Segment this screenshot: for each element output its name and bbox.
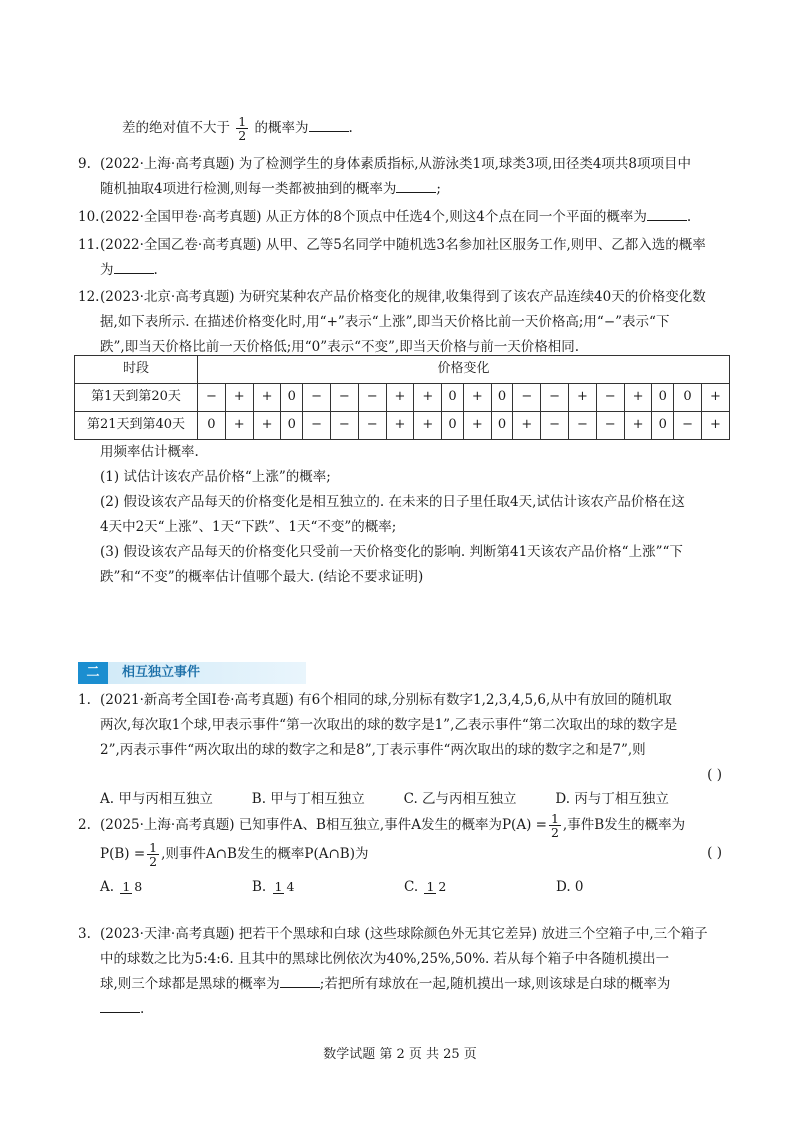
table-cell: − [358,412,386,440]
table-cell: + [463,412,491,440]
answer-blank[interactable] [100,998,140,1013]
choice-options [78,875,728,900]
table-cell: − [541,384,569,412]
table-cell: + [701,412,729,440]
table-cell: 0 [491,412,513,440]
fraction: $\frac{1}{2}$ [238,114,247,144]
answer-blank[interactable] [647,206,687,221]
table-cell: + [414,412,442,440]
table-cell: + [513,412,541,440]
section-title: 相互独立事件 [122,665,201,680]
question-number: 3. [78,926,91,942]
table-cell: − [541,412,569,440]
table-header-cell: 价格变化 [198,356,730,384]
fraction: $\frac{1}{2}$ [550,811,559,841]
table-cell: − [674,412,702,440]
table-cell: + [253,384,281,412]
choice-options [78,787,707,812]
option-a[interactable]: A. 甲与丙相互独立 [100,790,213,807]
fraction: $\frac{1}{2}$ [149,840,158,870]
table-cell: − [569,412,597,440]
table-cell: 0 [652,384,674,412]
question-number: 11. [78,237,100,253]
question-12-parts: 用频率估计概率. (1) 试估计该农产品价格“上涨”的概率; (2) 假设该农产品每天的价格变化是相互独立的. 在未来的日子里任取4天,试估计该农产品价格在这 4天中2天“上涨”、1天“下跌”、1天“不变”的概率; (3) 假设该农产品每天的价格变化只受前一天价格变化的影响. 判断第41天该农产品价格“上涨”“下 跌”和“不变”的概率估计值哪个最大. (结论不要求证明) [100,444,685,585]
question-number: 2. [78,817,91,834]
section-number-badge: 二 [78,662,108,684]
table-cell: + [624,384,652,412]
table-cell: − [330,384,358,412]
table-row [75,384,730,412]
question-number: 9. [78,156,91,172]
answer-blank[interactable] [309,117,349,132]
table-cell: 0 [442,384,464,412]
question-number: 10. [78,209,100,225]
price-change-table [74,355,730,440]
table-cell: 0 [674,384,702,412]
answer-paren[interactable]: ( ) [707,766,722,783]
section2-question-1: 1. (2021·新高考全国Ⅰ卷·高考真题) 有6个相同的球,分别标有数字1,2,3,4,5,6,从中有放回的随机取 两次,每次取1个球,甲表示事件“第一次取出的球的数字是1”,乙表示事件“第二次取出的球的数字是 2”,丙表示事件“两次取出的球的数字之和是8”,丁表示事件“两次取出的球的数字之和是7”,则 ( ) A. 甲与丙相互独立 B. 甲与丁相互独立 C. 乙与丙相互独立 D. 丙与丁相互独立 [78,688,728,812]
table-cell: 0 [442,412,464,440]
section2-question-2: 2. (2025·上海·高考真题) 已知事件A、B相互独立,事件A发生的概率为P(A) = $\frac{1}{2}$ ,事件B发生的概率为 P(B) = $\frac{1}{2}$ ,则事件A∩B发生的概率P(A∩B)为 ( ) A. 1 8 B. 1 4 C. 1 2 D. 0 [78,812,728,899]
answer-blank[interactable] [396,178,436,193]
table-cell: + [569,384,597,412]
table-row-label: 第21天到第40天 [75,412,198,440]
option-a[interactable]: A. 1 8 [100,878,143,895]
table-cell: − [303,384,331,412]
table-header-row [75,356,730,384]
table-cell: − [596,412,624,440]
option-c[interactable]: C. 1 2 [404,878,447,895]
question-12: 12.(2023·北京·高考真题) 为研究某种农产品价格变化的规律,收集得到了该农产品连续40天的价格变化数 据,如下表所示. 在描述价格变化时,用“+”表示“上涨”,即当天价格比前一天价格高;用“−”表示“下 跌”,即当天价格比前一天价格低;用“0”表示“不变”,即当天价格与前一天价格相同. [78,285,728,360]
table-cell: + [225,412,253,440]
table-cell: 0 [281,412,303,440]
table-row [75,412,730,440]
table-cell: 0 [198,412,226,440]
question-number: 1. [78,692,91,708]
section2-question-3: 3. (2023·天津·高考真题) 把若干个黑球和白球 (这些球除颜色外无其它差异) 放进三个空箱子中,三个箱子 中的球数之比为5:4:6. 且其中的黑球比例依次为40%,25%,50%. 若从每个箱子中各随机摸出一 球,则三个球都是黑球的概率为 ;若把所有球放在一起,随机摸出一球,则该球是白球的概率为 . [78,922,728,1022]
table-cell: − [330,412,358,440]
question-8-tail: 差的绝对值不大于 $\frac{1}{2}$ 的概率为 . [122,114,353,144]
answer-blank[interactable] [114,259,154,274]
option-d[interactable]: D. 丙与丁相互独立 [555,790,669,807]
table-cell: + [253,412,281,440]
table-cell: 0 [491,384,513,412]
question-10: 10.(2022·全国甲卷·高考真题) 从正方体的8个顶点中任选4个,则这4个点在同一个平面的概率为 . [78,205,728,230]
option-d[interactable]: D. 0 [556,878,584,895]
question-number: 12. [78,289,100,305]
option-c[interactable]: C. 乙与丙相互独立 [403,790,517,807]
table-cell: − [513,384,541,412]
table-cell: + [701,384,729,412]
question-9: 9. (2022·上海·高考真题) 为了检测学生的身体素质指标,从游泳类1项,球类3项,田径类4项共8项项目中 随机抽取4项进行检测,则每一类都被抽到的概率为 ; [78,152,728,202]
answer-blank[interactable] [280,973,320,988]
table-cell: + [386,412,414,440]
table-cell: + [414,384,442,412]
question-11: 11.(2022·全国乙卷·高考真题) 从甲、乙等5名同学中随机选3名参加社区服务工作,则甲、乙都入选的概率 为 . [78,233,728,283]
option-b[interactable]: B. 1 4 [252,878,295,895]
page-footer: 数学试题 第 2 页 共 25 页 [323,1047,477,1062]
table-cell: 0 [281,384,303,412]
table-cell: + [624,412,652,440]
table-cell: + [463,384,491,412]
table-cell: + [225,384,253,412]
answer-paren[interactable]: ( ) [707,845,722,862]
table-cell: − [358,384,386,412]
table-cell: − [198,384,226,412]
option-b[interactable]: B. 甲与丁相互独立 [251,790,365,807]
table-cell: − [596,384,624,412]
table-cell: + [386,384,414,412]
table-cell: − [303,412,331,440]
table-cell: 0 [652,412,674,440]
table-row-label: 第1天到第20天 [75,384,198,412]
table-header-cell: 时段 [75,356,198,384]
